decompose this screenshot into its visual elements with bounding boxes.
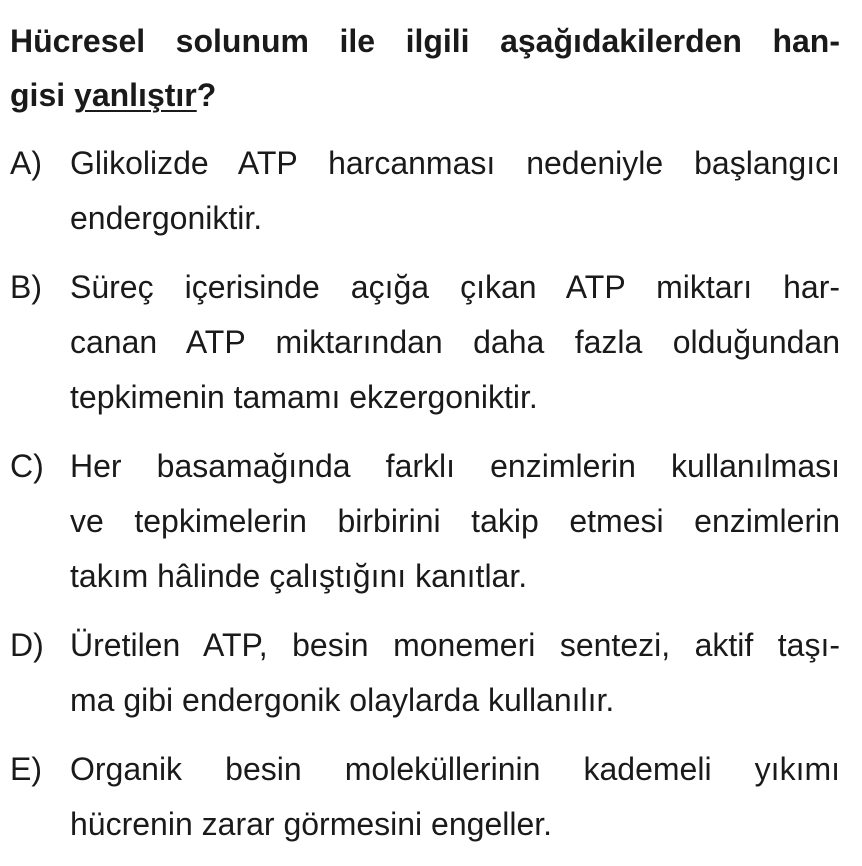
option-letter: D) (10, 627, 44, 663)
option-line: Organik besin moleküllerinin kademeli yıkımı (70, 751, 840, 787)
option-letter: A) (10, 145, 42, 181)
option-text (70, 260, 840, 425)
option-line: canan ATP miktarından daha fazla olduğundan (70, 324, 840, 360)
option-text (70, 136, 840, 246)
option-line: hücrenin zarar görmesini engeller. (70, 806, 553, 842)
option-d[interactable] (10, 618, 840, 728)
option-line: Glikolizde ATP harcanması nedeniyle başlangıcı (70, 145, 840, 181)
option-b[interactable] (10, 260, 840, 425)
option-text (70, 742, 840, 852)
question-line-2-prefix: gisi (10, 77, 75, 113)
option-line: ma gibi endergonik olaylarda kullanılır. (70, 682, 615, 718)
option-line: Üretilen ATP, besin monemeri sentezi, aktif taşı- (70, 627, 840, 663)
option-text (70, 618, 840, 728)
question-mark: ? (196, 77, 217, 113)
option-text (70, 439, 840, 604)
negation-word: yanlıştır (74, 77, 197, 113)
question-stem (10, 14, 840, 122)
option-line: Süreç içerisinde açığa çıkan ATP miktarı har- (70, 269, 840, 305)
question-line-2 (10, 68, 840, 122)
question-line-1: Hücresel solunum ile ilgili aşağıdakilerden han- (10, 23, 840, 59)
option-c[interactable] (10, 439, 840, 604)
option-a[interactable] (10, 136, 840, 246)
option-letter: B) (10, 269, 42, 305)
option-letter: C) (10, 448, 44, 484)
option-line: Her basamağında farklı enzimlerin kullanılması (70, 448, 840, 484)
option-e[interactable] (10, 742, 840, 852)
option-line: endergoniktir. (70, 200, 263, 236)
option-line: takım hâlinde çalıştığını kanıtlar. (70, 558, 528, 594)
answer-options (10, 136, 840, 866)
option-letter: E) (10, 751, 42, 787)
option-line: ve tepkimelerin birbirini takip etmesi enzimlerin (70, 503, 840, 539)
option-line: tepkimenin tamamı ekzergoniktir. (70, 379, 538, 415)
